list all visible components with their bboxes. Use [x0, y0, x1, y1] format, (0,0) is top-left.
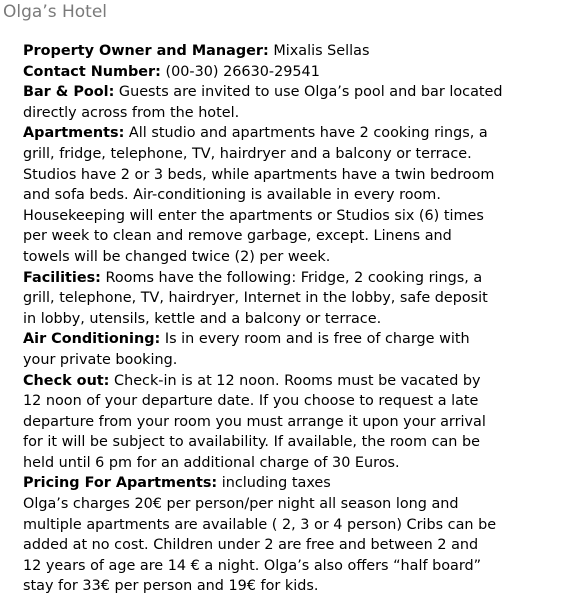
info-line: [23, 226, 559, 247]
section-text: Check-in is at 12 noon. Rooms must be vacated by: [109, 372, 481, 389]
info-line: [23, 268, 559, 289]
section-text: departure from your room you must arrange it upon your arrival: [23, 413, 486, 430]
info-line: [23, 165, 559, 186]
info-line: [23, 350, 559, 371]
section-label: Pricing For Apartments:: [23, 475, 218, 492]
info-line: [23, 556, 559, 577]
section-label: Facilities:: [23, 269, 101, 286]
info-section: [23, 268, 559, 330]
section-label: Contact Number:: [23, 63, 161, 80]
info-line: [23, 473, 559, 494]
info-section: [23, 123, 559, 267]
section-text: (00-30) 26630-29541: [160, 63, 320, 80]
section-text: per week to clean and remove garbage, except. Linens and: [23, 228, 452, 245]
section-label: Apartments:: [23, 125, 125, 142]
info-line: [23, 185, 559, 206]
section-label: Property Owner and Manager:: [23, 43, 269, 59]
section-text: Mixalis Sellas: [268, 43, 370, 59]
section-text: for it will be subject to availability. If available, the room can be: [23, 434, 480, 451]
info-line: [23, 535, 559, 556]
info-section: [23, 473, 559, 597]
section-text: Rooms have the following: Fridge, 2 cooking rings, a: [100, 269, 483, 286]
info-line: [23, 432, 559, 453]
info-line: [23, 412, 559, 433]
info-line: [23, 515, 559, 536]
section-text: Olga’s charges 20€ per person/per night all season long and: [23, 496, 459, 513]
page-title: Olga’s Hotel: [3, 2, 108, 22]
info-line: [23, 82, 559, 103]
info-line: [23, 41, 559, 62]
info-line: [23, 103, 559, 124]
info-line: [23, 206, 559, 227]
info-line: [23, 494, 559, 515]
section-text: towels will be changed twice (2) per week.: [23, 248, 331, 265]
section-text: and sofa beds. Air-conditioning is available in every room.: [23, 187, 441, 204]
info-line: [23, 62, 559, 83]
info-section: [23, 82, 559, 123]
section-text: Guests are invited to use Olga’s pool and bar located: [114, 84, 503, 101]
section-text: including taxes: [217, 475, 331, 492]
section-text: All studio and apartments have 2 cooking rings, a: [124, 125, 488, 142]
info-line: [23, 123, 559, 144]
info-line: [23, 288, 559, 309]
section-text: your private booking.: [23, 351, 178, 368]
info-section: [23, 371, 559, 474]
info-line: [23, 391, 559, 412]
section-text: in lobby, utensils, kettle and a balcony or terrace.: [23, 310, 382, 327]
hotel-info-content: [23, 41, 559, 597]
info-section: [23, 329, 559, 370]
section-text: held until 6 pm for an additional charge of 30 Euros.: [23, 454, 400, 471]
info-line: [23, 453, 559, 474]
info-line: [23, 309, 559, 330]
section-text: stay for 33€ per person and 19€ for kids.: [23, 578, 319, 595]
section-text: Studios have 2 or 3 beds, while apartments have a twin bedroom: [23, 166, 495, 183]
section-label: Check out:: [23, 372, 110, 389]
info-line: [23, 329, 559, 350]
info-line: [23, 247, 559, 268]
info-section: [23, 62, 559, 83]
info-line: [23, 576, 559, 597]
section-text: multiple apartments are available ( 2, 3 or 4 person) Cribs can be: [23, 516, 497, 533]
section-label: Bar & Pool:: [23, 84, 115, 101]
info-line: [23, 144, 559, 165]
section-text: Housekeeping will enter the apartments or Studios six (6) times: [23, 207, 484, 224]
section-text: grill, fridge, telephone, TV, hairdryer and a balcony or terrace.: [23, 145, 472, 162]
info-section: [23, 41, 559, 62]
info-line: [23, 371, 559, 392]
section-text: directly across from the hotel.: [23, 104, 240, 121]
section-text: added at no cost. Children under 2 are free and between 2 and: [23, 537, 479, 554]
section-text: 12 years of age are 14 € a night. Olga’s also offers “half board”: [23, 557, 482, 574]
section-text: Is in every room and is free of charge with: [160, 331, 470, 348]
section-text: 12 noon of your departure date. If you choose to request a late: [23, 393, 479, 410]
section-text: grill, telephone, TV, hairdryer, Internet in the lobby, safe deposit: [23, 290, 488, 307]
section-label: Air Conditioning:: [23, 331, 161, 348]
